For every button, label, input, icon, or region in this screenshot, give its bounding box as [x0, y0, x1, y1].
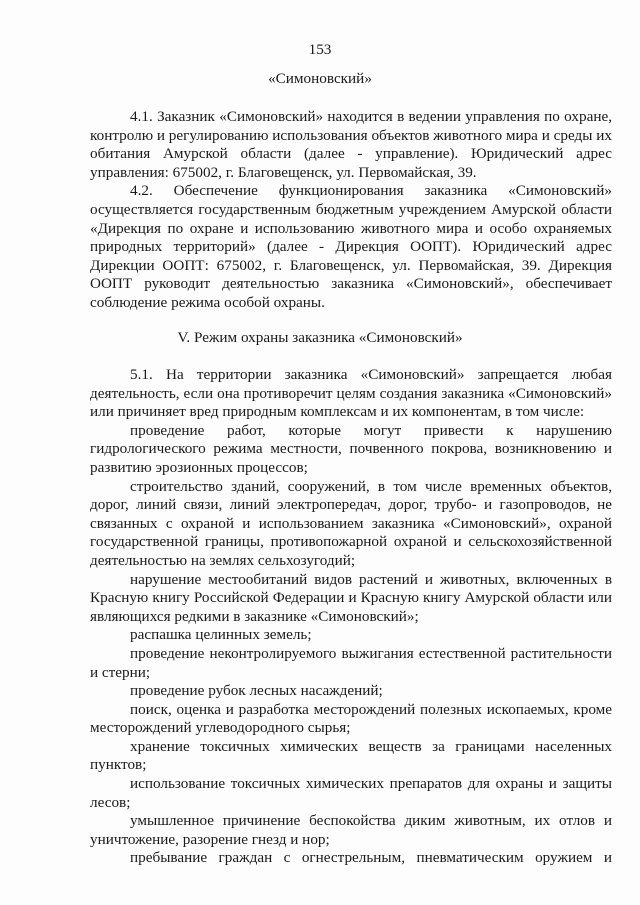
list-item: проведение работ, которые могут привести к нарушению гидрологического режима местности, почвенного покрова, возникновению и развитию эрозионных процессов; — [90, 421, 612, 476]
list-item: нарушение местообитаний видов растений и животных, включенных в Красную книгу Российской Федерации и Красную книгу Амурской области или являющихся редкими в заказнике «Симоновский»; — [90, 570, 612, 625]
section-five-text — [90, 366, 612, 868]
document-heading: «Симоновский» — [268, 70, 372, 87]
page-number: 153 — [308, 41, 332, 58]
paragraph-5-1: 5.1. На территории заказника «Симоновский» запрещается любая деятельность, если она противоречит целям создания заказника «Симоновский» или причиняет вред природным комплексам и их компонентам, в том числе: — [90, 366, 612, 421]
section-title: V. Режим охраны заказника «Симоновский» — [177, 329, 463, 346]
list-item: проведение рубок лесных насаждений; — [130, 682, 383, 700]
section-four-text — [90, 108, 612, 313]
list-item: использование токсичных химических препаратов для охраны и защиты лесов; — [90, 775, 612, 811]
list-item: пребывание граждан с огнестрельным, пневматическим оружием и — [130, 849, 612, 867]
list-item: проведение неконтролируемого выжигания естественной растительности и стерни; — [90, 644, 612, 681]
list-item: умышленное причинение беспокойства диким животным, их отлов и уничтожение, разорение гнезд и нор; — [90, 812, 612, 848]
paragraph-4-1: 4.1. Заказник «Симоновский» находится в ведении управления по охране, контролю и регулированию использования объектов животного мира и среды их обитания Амурской области (далее - управление). Юридический адрес управления: 675002, г. Благовещенск, ул. Первомайская, 39. — [90, 108, 612, 181]
list-item: поиск, оценка и разработка месторождений полезных ископаемых, кроме месторождений углеводородного сырья; — [90, 700, 612, 737]
paragraph-4-2: 4.2. Обеспечение функционирования заказника «Симоновский» осуществляется государственным бюджетным учреждением Амурской области «Дирекция по охране и использованию животного мира и особо охраняемых природных территорий» (далее - Дирекция ООПТ). Юридический адрес Дирекции ООПТ: 675002, г. Благовещенск, ул. Первомайская, 39. Дирекция ООПТ руководит деятельностью заказника «Симоновский», обеспечивает соблюдение режима особой охраны. — [90, 182, 612, 311]
list-item: распашка целинных земель; — [130, 626, 312, 644]
list-item: строительство зданий, сооружений, в том числе временных объектов, дорог, линий связи, линий электропередач, дорог, трубо- и газопроводов, не связанных с охраной и использованием заказника «Симоновский», охраной государственной границы, противопожарной охраной и сельскохозяйственной деятельностью на землях сельхозугодий; — [90, 477, 612, 569]
list-item: хранение токсичных химических веществ за границами населенных пунктов; — [90, 737, 612, 774]
